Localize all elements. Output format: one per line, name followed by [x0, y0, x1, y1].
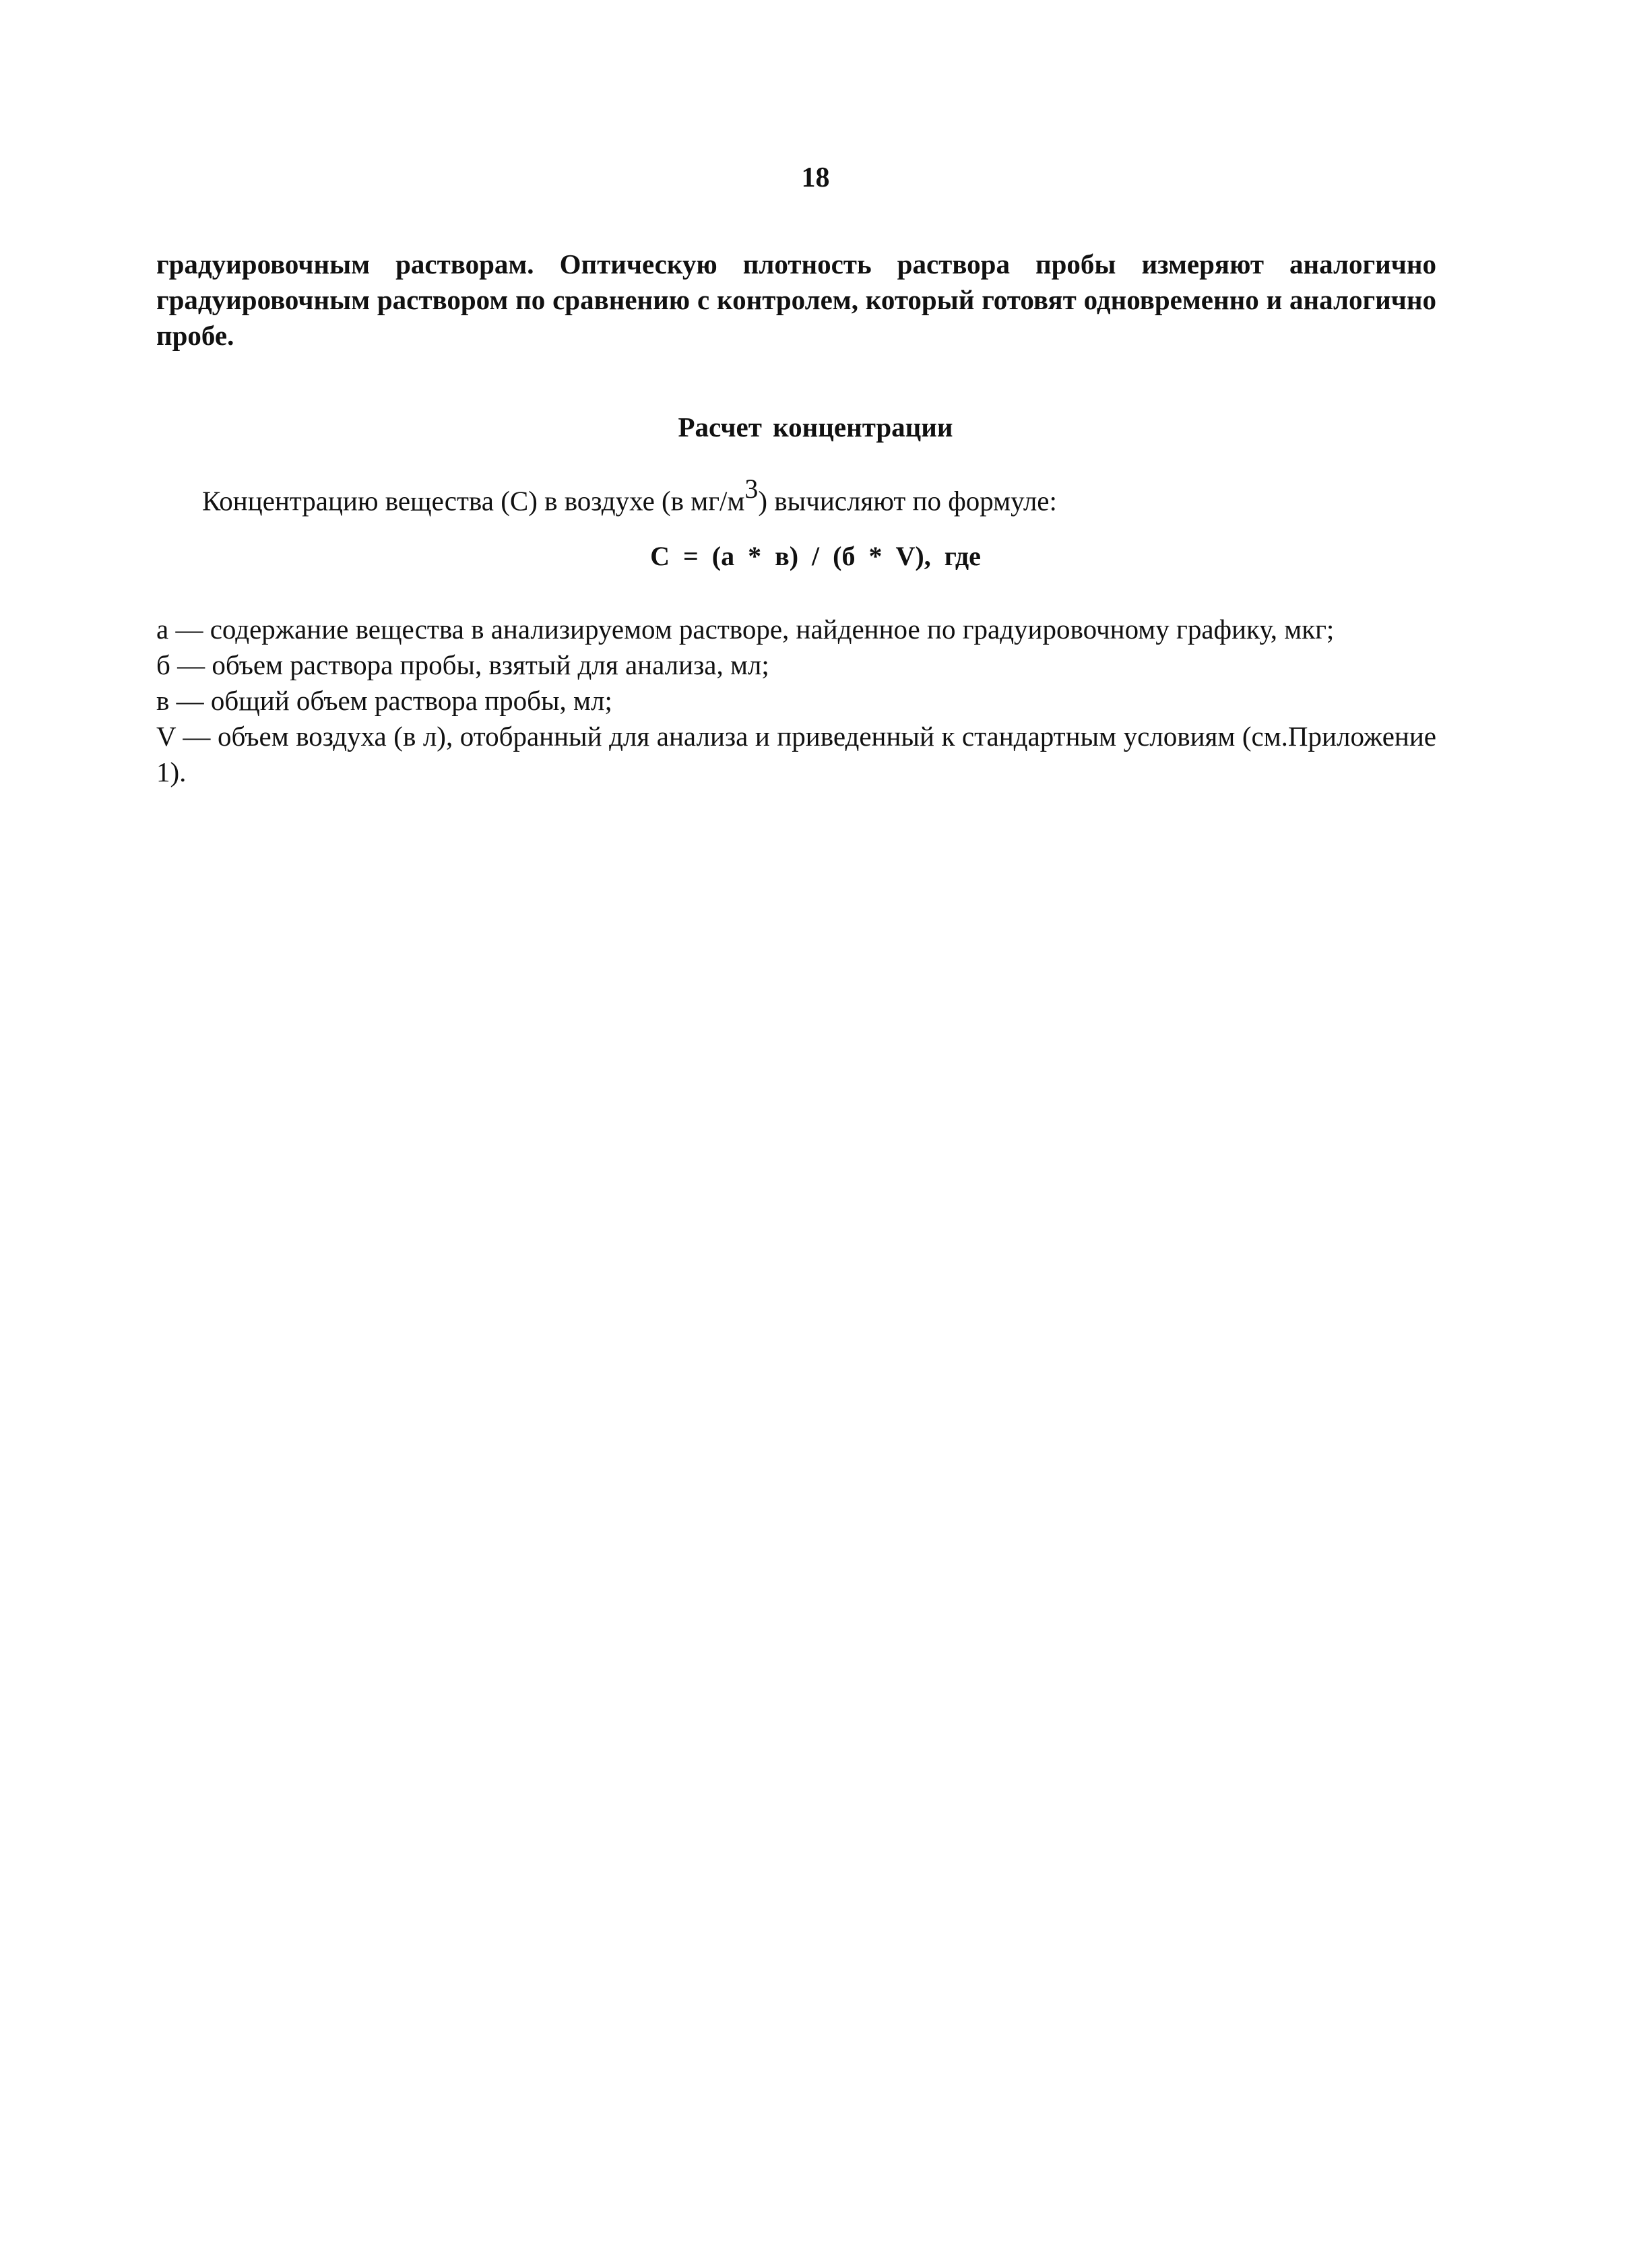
- formula-intro-text: Концентрацию вещества (С) в воздухе (в мг/м: [202, 485, 745, 517]
- section-heading: Расчет концентрации: [678, 412, 953, 443]
- formula-intro: [202, 472, 1436, 521]
- page-number: 18: [801, 162, 830, 193]
- legend-item: а — содержание вещества в анализируемом растворе, найденное по градуировочному графику, мкг;: [156, 614, 1335, 645]
- legend-item: V — объем воздуха (в л), отобранный для анализа и приведенный к стандартным условиям (см.Приложение 1).: [156, 721, 1436, 787]
- formula-intro-text-end: ) вычисляют по формуле:: [758, 485, 1057, 517]
- legend-item: б — объем раствора пробы, взятый для анализа, мл;: [156, 649, 769, 680]
- formula: С = (а * в) / (б * V), где: [650, 541, 981, 571]
- formula-intro-superscript: 3: [744, 474, 759, 504]
- intro-paragraph: градуировочным растворам. Оптическую плотность раствора пробы измеряют аналогично градуировочным раствором по сравнению с контролем, который готовят одновременно и аналогично пробе.: [156, 249, 1436, 351]
- legend-item: в — общий объем раствора пробы, мл;: [156, 685, 612, 716]
- legend: [156, 612, 1436, 790]
